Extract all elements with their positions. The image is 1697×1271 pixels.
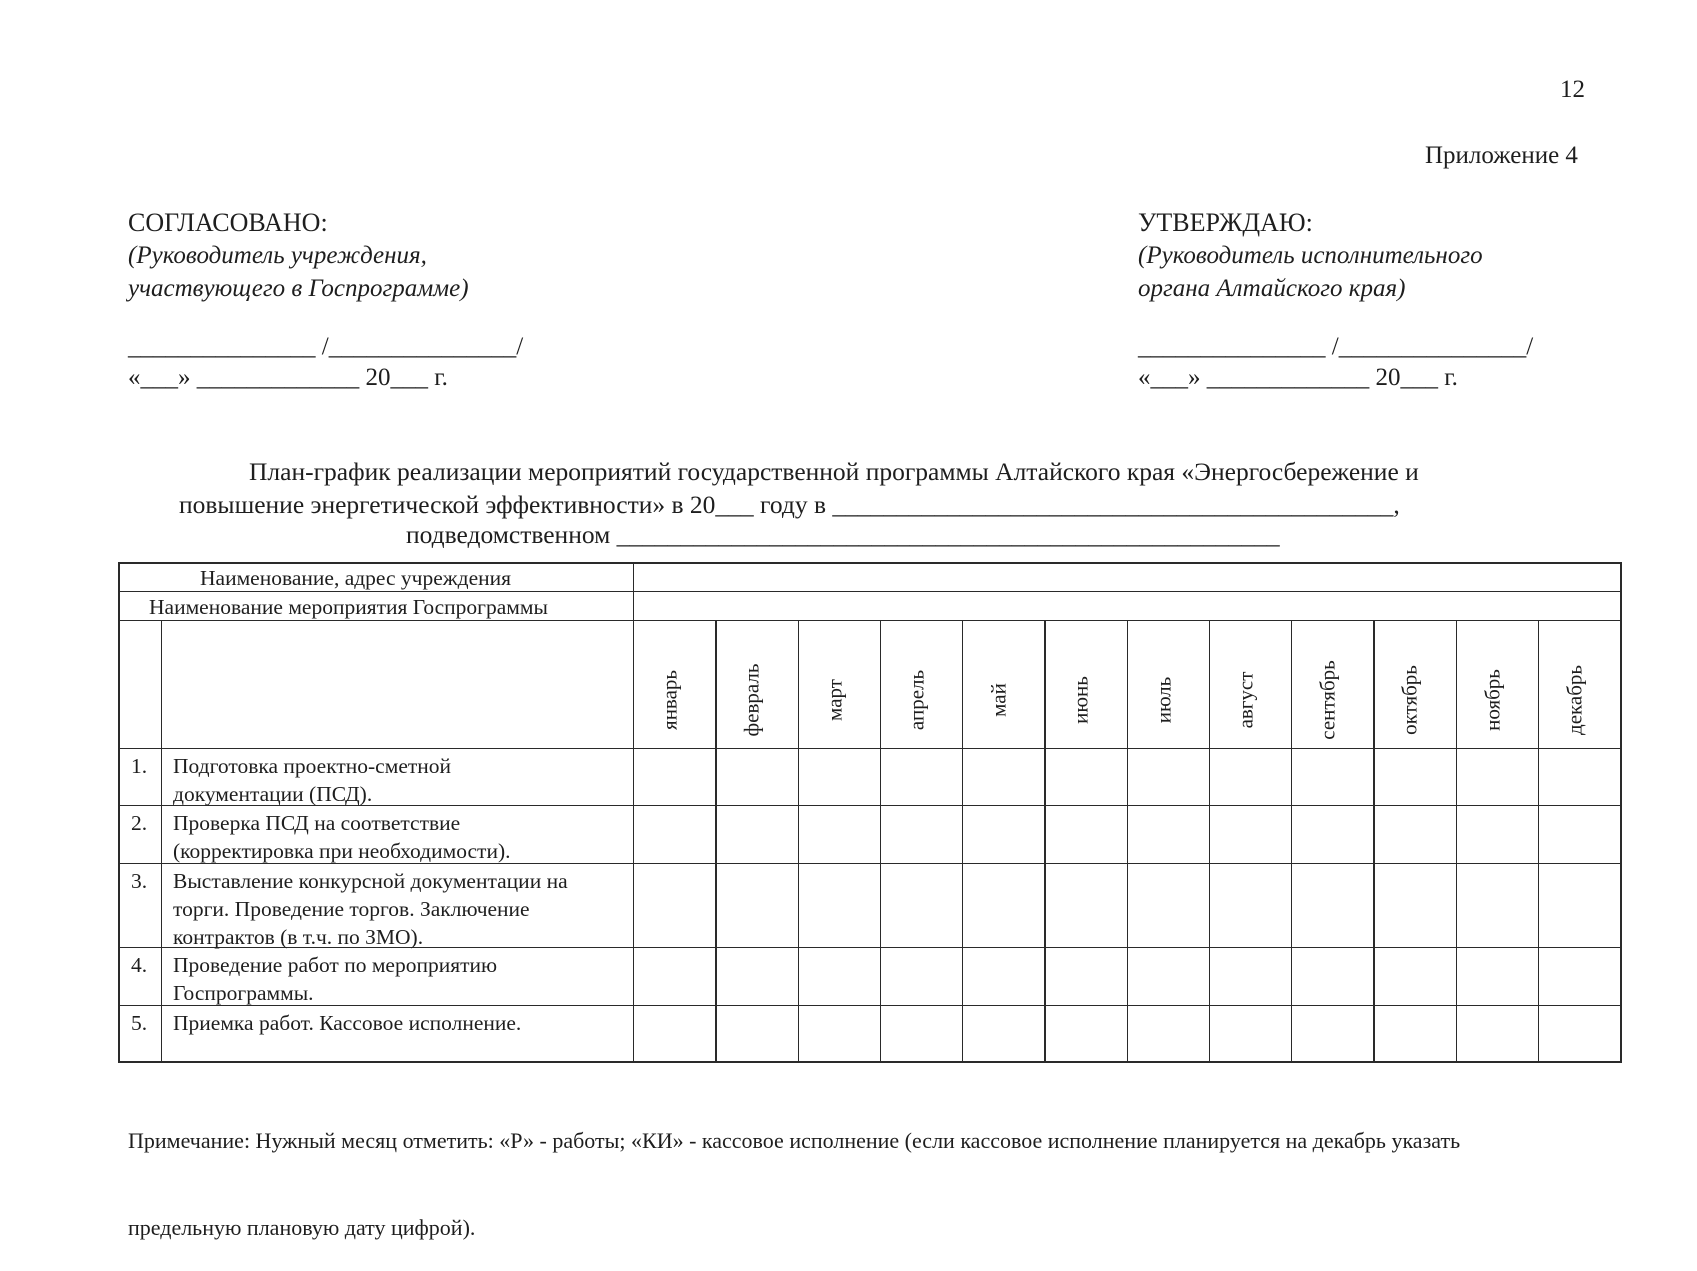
table-vline <box>1044 620 1045 1061</box>
month-label: февраль <box>739 663 764 737</box>
month-label: январь <box>657 670 682 730</box>
month-label: июнь <box>1068 676 1093 724</box>
plan-title-line1: План-график реализации мероприятий государственной программы Алтайского края «Энергосбережение и <box>249 457 1419 486</box>
page-number: 12 <box>1560 76 1585 103</box>
approve-signature-line: _______________ /_______________/ <box>1138 333 1534 360</box>
table-vline <box>1538 620 1539 1061</box>
table-vline <box>1291 620 1292 1061</box>
table-vline <box>798 620 799 1061</box>
agreed-date-line: «___» _____________ 20___ г. <box>128 364 448 391</box>
approve-date-line: «___» _____________ 20___ г. <box>1138 364 1458 391</box>
row-number: 4. <box>131 953 148 977</box>
agreed-signature-line: _______________ /_______________/ <box>128 333 524 360</box>
activity-text-line: Проверка ПСД на соответствие <box>173 811 461 835</box>
table-border-left <box>118 562 120 1061</box>
month-label: март <box>822 679 847 721</box>
row-number: 2. <box>131 811 148 835</box>
agreed-heading: СОГЛАСОВАНО: <box>128 208 328 237</box>
plan-title-line3: подведомственном ____________________________________________________ <box>406 520 1280 549</box>
month-label: октябрь <box>1397 665 1422 735</box>
table-vline <box>1456 620 1457 1061</box>
month-label: август <box>1233 671 1258 729</box>
month-label: ноябрь <box>1480 669 1505 731</box>
month-label: декабрь <box>1562 665 1587 735</box>
table-vline <box>1373 620 1374 1061</box>
table-vline <box>161 620 162 1061</box>
appendix-label: Приложение 4 <box>1425 142 1578 169</box>
agreed-role-line2: участвующего в Госпрограмме) <box>128 275 469 302</box>
table-border-right <box>1620 562 1622 1063</box>
activity-text-line: (корректировка при необходимости). <box>173 839 511 863</box>
row-number: 3. <box>131 869 148 893</box>
table-vline <box>633 562 634 1061</box>
month-label: май <box>986 683 1011 717</box>
table-hline <box>118 748 1620 749</box>
note-line1: Примечание: Нужный месяц отметить: «Р» - работы; «КИ» - кассовое исполнение (если кассовое исполнение планируется на декабрь указать <box>128 1128 1461 1153</box>
month-label: июль <box>1151 676 1176 724</box>
activity-text-line: контрактов (в т.ч. по ЗМО). <box>173 925 424 949</box>
note-line2: предельную плановую дату цифрой). <box>128 1215 476 1240</box>
approve-role-line2: органа Алтайского края) <box>1138 275 1406 302</box>
month-label: апрель <box>904 669 929 731</box>
activity-name-header: Наименование мероприятия Госпрограммы <box>149 595 548 619</box>
approval-left-block <box>128 206 523 394</box>
plan-title-line2: повышение энергетической эффективности» в 20___ году в ____________________________________________, <box>179 490 1400 519</box>
approval-right-block <box>1138 206 1533 394</box>
table-hline <box>118 1005 1620 1006</box>
activity-text-line: Госпрограммы. <box>173 981 314 1005</box>
month-label: сентябрь <box>1315 660 1340 740</box>
table-vline <box>1209 620 1210 1061</box>
agreed-role-line1: (Руководитель учреждения, <box>128 242 427 269</box>
note-text <box>128 1068 1460 1271</box>
activity-text-line: документации (ПСД). <box>173 782 373 806</box>
activity-text-line: Выставление конкурсной документации на <box>173 869 568 893</box>
activity-text-line: Проведение работ по мероприятию <box>173 953 498 977</box>
activity-text-line: Подготовка проектно-сметной <box>173 754 452 778</box>
institution-name-header: Наименование, адрес учреждения <box>200 566 512 590</box>
row-number: 1. <box>131 754 148 778</box>
approve-role-line1: (Руководитель исполнительного <box>1138 242 1483 269</box>
table-vline <box>880 620 881 1061</box>
activity-text-line: торги. Проведение торгов. Заключение <box>173 897 530 921</box>
table-vline <box>1127 620 1128 1061</box>
activity-text-line: Приемка работ. Кассовое исполнение. <box>173 1011 522 1035</box>
approve-heading: УТВЕРЖДАЮ: <box>1138 208 1313 237</box>
table-vline <box>962 620 963 1061</box>
table-vline <box>715 620 716 1061</box>
table-hline <box>118 1061 1620 1063</box>
row-number: 5. <box>131 1011 148 1035</box>
